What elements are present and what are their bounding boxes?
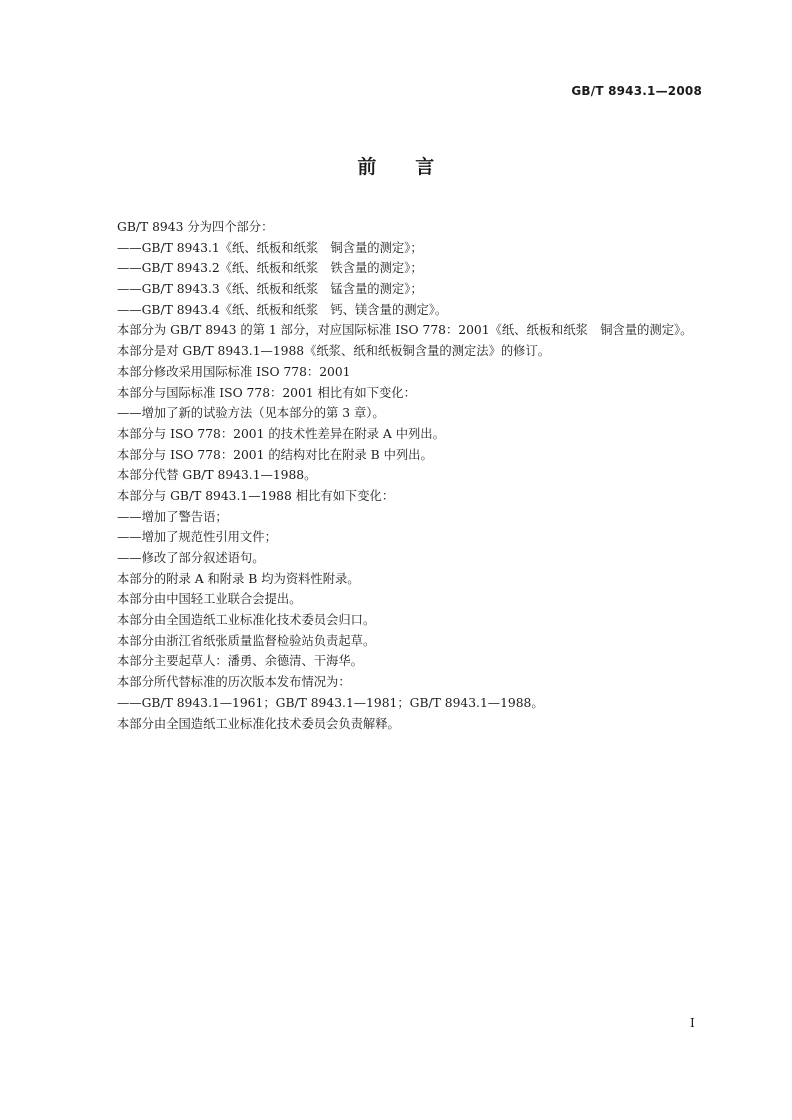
paragraph-line: 本部分与 ISO 778：2001 的技术性差异在附录 A 中列出。 [117,426,445,441]
page-number: I [690,1016,695,1030]
paragraph-line: 本部分所代替标准的历次版本发布情况为： [117,675,351,690]
paragraph-line: 本部分是对 GB/T 8943.1—1988《纸浆、纸和纸板铜含量的测定法》的修订。 [117,344,551,359]
paragraph-line: ——GB/T 8943.1—1961；GB/T 8943.1—1981；GB/T 8943.1—1988。 [117,695,544,710]
paragraph-line: 本部分由中国轻工业联合会提出。 [117,592,302,607]
paragraph-line: ——GB/T 8943.2《纸、纸板和纸浆 铁含量的测定》； [117,261,423,276]
paragraph-line: 本部分的附录 A 和附录 B 均为资料性附录。 [117,571,360,586]
paragraph-line: 本部分修改采用国际标准 ISO 778：2001 [117,364,351,379]
standard-number-header: GB/T 8943.1—2008 [571,84,702,98]
paragraph-line: 本部分代替 GB/T 8943.1—1988。 [117,468,317,483]
page-title: 前 言 [357,156,435,178]
paragraph-line: 本部分与国际标准 ISO 778：2001 相比有如下变化： [117,385,416,400]
paragraph-line: ——GB/T 8943.4《纸、纸板和纸浆 钙、镁含量的测定》。 [117,302,448,317]
paragraph-line: 本部分由浙江省纸张质量监督检验站负责起草。 [117,633,376,648]
paragraph-line: ——修改了部分叙述语句。 [117,551,265,565]
paragraph-line: ——GB/T 8943.3《纸、纸板和纸浆 锰含量的测定》； [117,282,423,297]
paragraph-line: 本部分由全国造纸工业标准化技术委员会归口。 [117,613,376,628]
paragraph-line: 本部分由全国造纸工业标准化技术委员会负责解释。 [117,716,400,731]
foreword-body [117,217,717,734]
paragraph-line: ——增加了规范性引用文件； [117,530,277,545]
paragraph-line: 本部分为 GB/T 8943 的第 1 部分，对应国际标准 ISO 778：2001《纸、纸板和纸浆 铜含量的测定》。 [117,323,693,338]
paragraph-line: ——增加了警告语； [117,509,228,524]
paragraph-line: 本部分主要起草人：潘勇、余德清、干海华。 [117,654,363,669]
paragraph-line: 本部分与 GB/T 8943.1—1988 相比有如下变化： [117,488,395,503]
paragraph-line: ——增加了新的试验方法（见本部分的第 3 章）。 [117,406,385,421]
paragraph-line: 本部分与 ISO 778：2001 的结构对比在附录 B 中列出。 [117,447,433,462]
paragraph-line: GB/T 8943 分为四个部分： [117,220,274,234]
paragraph-line: ——GB/T 8943.1《纸、纸板和纸浆 铜含量的测定》； [117,240,423,255]
